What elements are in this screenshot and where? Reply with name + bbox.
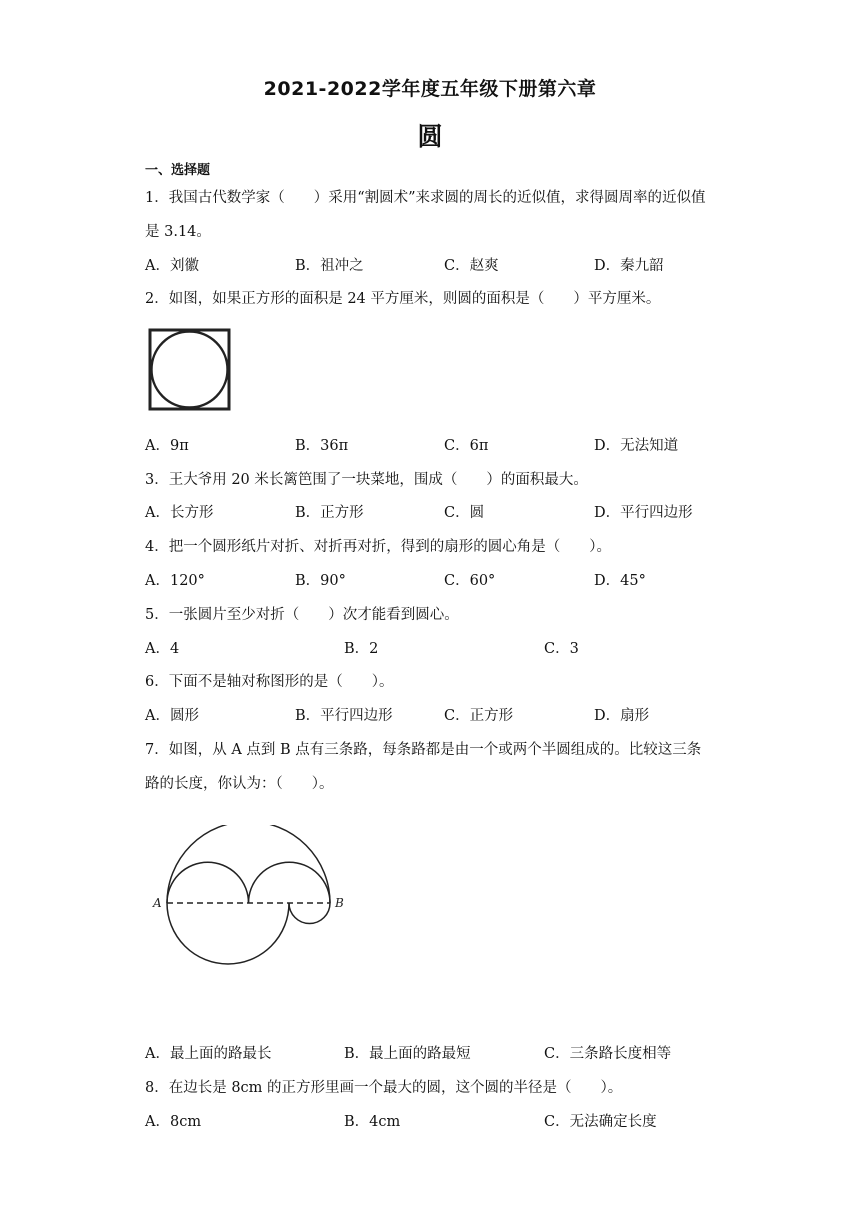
question-1-option-b: B．祖冲之 <box>295 258 364 274</box>
inscribed-circle <box>152 332 228 408</box>
path-upper-semicircle-right <box>249 862 331 903</box>
question-5-option-a: A．4 <box>145 641 180 657</box>
question-6-option-c: C．正方形 <box>444 708 514 724</box>
three-paths-figure <box>145 825 360 985</box>
question-1-option-c: C．赵爽 <box>444 258 499 274</box>
page-subtitle: 圆 <box>417 122 443 151</box>
point-a-label: A <box>153 896 162 910</box>
question-7-option-c: C．三条路长度相等 <box>544 1046 672 1062</box>
question-8-option-b: B．4cm <box>344 1114 401 1130</box>
question-8-option-a: A．8cm <box>145 1114 202 1130</box>
question-2-text: 2．如图，如果正方形的面积是 24 平方厘米，则圆的面积是（ ）平方厘米。 <box>145 291 661 307</box>
point-b-label: B <box>335 896 344 910</box>
question-4-option-d: D．45° <box>594 573 646 589</box>
question-6-option-a: A．圆形 <box>145 708 199 724</box>
question-8-option-c: C．无法确定长度 <box>544 1114 657 1130</box>
circle-in-square-figure <box>146 326 234 414</box>
question-7-text-line-1: 7．如图，从 A 点到 B 点有三条路，每条路都是由一个或两个半圆组成的。比较这三条 <box>145 742 702 758</box>
question-3-option-d: D．平行四边形 <box>594 505 693 521</box>
question-1-text-line-2: 是 3.14。 <box>145 224 211 240</box>
question-4-option-b: B．90° <box>295 573 346 589</box>
path-upper-semicircle-left <box>167 862 249 903</box>
path-large-semicircle <box>167 825 330 903</box>
question-3-text: 3．王大爷用 20 米长篱笆围了一块菜地，围成（ ）的面积最大。 <box>145 472 588 488</box>
page-title: 2021-2022学年度五年级下册第六章 <box>263 78 597 100</box>
question-2-option-d: D．无法知道 <box>594 438 679 454</box>
question-7-option-b: B．最上面的路最短 <box>344 1046 471 1062</box>
question-3-option-c: C．圆 <box>444 505 485 521</box>
question-1-text-line-1: 1．我国古代数学家（ ）采用“割圆术”来求圆的周长的近似值，求得圆周率的近似值 <box>145 190 706 206</box>
question-5-option-b: B．2 <box>344 641 379 657</box>
question-1-option-d: D．秦九韶 <box>594 258 664 274</box>
question-7-text-line-2: 路的长度，你认为：（ ）。 <box>145 776 334 792</box>
question-2-option-a: A．9π <box>145 438 189 454</box>
question-6-option-d: D．扇形 <box>594 708 650 724</box>
question-2-option-b: B．36π <box>295 438 349 454</box>
question-2-option-c: C．6π <box>444 438 489 454</box>
question-4-option-c: C．60° <box>444 573 496 589</box>
question-3-option-a: A．长方形 <box>145 505 214 521</box>
question-7-option-a: A．最上面的路最长 <box>145 1046 272 1062</box>
question-4-text: 4．把一个圆形纸片对折、对折再对折，得到的扇形的圆心角是（ ）。 <box>145 539 611 555</box>
section-heading: 一、选择题 <box>145 163 211 178</box>
question-6-option-b: B．平行四边形 <box>295 708 393 724</box>
question-1-option-a: A．刘徽 <box>145 258 199 274</box>
question-8-text: 8．在边长是 8cm 的正方形里画一个最大的圆，这个圆的半径是（ ）。 <box>145 1080 623 1096</box>
path-lower-semicircle-small <box>289 903 330 924</box>
question-4-option-a: A．120° <box>145 573 205 589</box>
question-3-option-b: B．正方形 <box>295 505 364 521</box>
path-lower-semicircle-big <box>167 903 289 964</box>
question-5-option-c: C．3 <box>544 641 579 657</box>
question-6-text: 6．下面不是轴对称图形的是（ ）。 <box>145 674 394 690</box>
question-5-text: 5．一张圆片至少对折（ ）次才能看到圆心。 <box>145 607 459 623</box>
